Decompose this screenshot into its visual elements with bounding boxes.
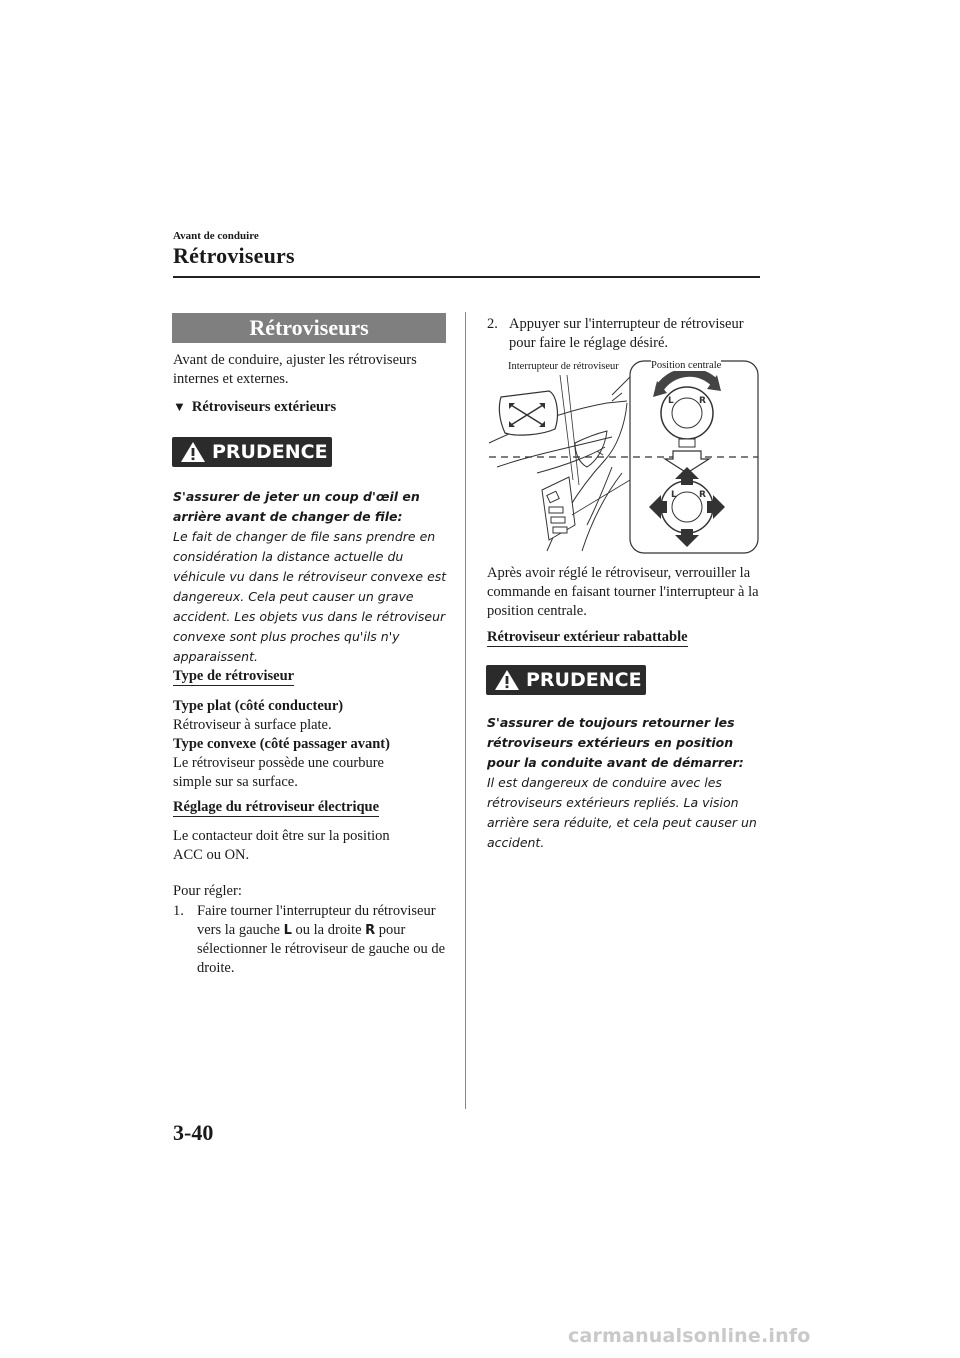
left-l-icon: L	[283, 923, 292, 938]
step-1-text-a: Faire tourner l'interrupteur du rétroviseur vers la gauche	[197, 903, 436, 938]
section-banner: Rétroviseurs	[172, 313, 446, 343]
svg-text:R: R	[699, 490, 706, 500]
step-1-text-b: ou la droite	[295, 922, 362, 938]
svg-text:L: L	[668, 396, 674, 406]
step-1	[173, 902, 458, 978]
caution-label: PRUDENCE	[212, 441, 328, 463]
fold-heading-text: Rétroviseur extérieur rabattable	[487, 629, 688, 645]
step-1-text-c: pour sélectionner le rétroviseur de gauche ou de droite.	[197, 922, 446, 976]
section-label: Avant de conduire	[173, 230, 259, 242]
step-1-number: 1.	[173, 903, 184, 919]
type-block	[173, 697, 458, 792]
column-divider	[465, 312, 466, 1109]
header-rule	[173, 276, 760, 278]
page-title: Rétroviseurs	[173, 243, 295, 268]
fold-heading	[487, 628, 688, 646]
window-switch-panel-icon	[542, 477, 575, 540]
reglage-heading	[173, 798, 379, 816]
type-plat-text: Rétroviseur à surface plate.	[173, 717, 332, 733]
caution-bold-2: S'assurer de toujours retourner les rétroviseurs extérieurs en position pour la conduite avant de démarrer:	[487, 715, 744, 770]
right-r-icon: R	[365, 923, 376, 938]
label-switch: Interrupteur de rétroviseur	[508, 361, 619, 372]
mirror-switch-illustration	[487, 355, 762, 555]
caution-body-1: Le fait de changer de file sans prendre en considération la distance actuelle du véhicule vu dans le rétroviseur convexe est dangereux. Cela peut causer un grave accident. Les objets vus dans le rétroviseur convexe sont plus proches qu'ils n'y apparaissent.	[173, 529, 447, 664]
label-center-position: Position centrale	[651, 360, 722, 371]
caution-badge-1	[172, 437, 332, 467]
svg-text:R: R	[699, 396, 706, 406]
reglage-text: Le contacteur doit être sur la position ACC ou ON.	[173, 828, 390, 863]
triangle-down-icon: ▼	[173, 399, 186, 414]
warning-triangle-icon	[494, 669, 520, 691]
intro-text: Avant de conduire, ajuster les rétroviseurs internes et externes.	[173, 352, 417, 387]
type-convexe-label: Type convexe (côté passager avant)	[173, 736, 390, 752]
type-heading	[173, 667, 294, 685]
warning-triangle-icon	[180, 441, 206, 463]
caution-label: PRUDENCE	[526, 669, 642, 691]
step-2-text: Appuyer sur l'interrupteur de rétroviseur pour faire le réglage désiré.	[509, 316, 744, 351]
mirror-switch-figure	[487, 355, 762, 555]
type-convexe-text: Le rétroviseur possède une courbure simple sur sa surface.	[173, 755, 384, 790]
reglage-heading-text: Réglage du rétroviseur électrique	[173, 799, 380, 815]
after-text: Après avoir réglé le rétroviseur, verrouiller la commande en faisant tourner l'interrupteur à la position centrale.	[487, 565, 759, 619]
caution-text-2	[487, 713, 767, 853]
subheading	[173, 399, 336, 416]
mirror-glass-icon	[499, 391, 557, 435]
page-number: 3-40	[173, 1120, 214, 1145]
caution-text-1	[173, 487, 448, 667]
pour-regler: Pour régler:	[173, 883, 242, 899]
step-2	[487, 315, 767, 353]
type-plat-label: Type plat (côté conducteur)	[173, 698, 344, 714]
caution-badge-2	[486, 665, 646, 695]
step-2-number: 2.	[487, 316, 498, 332]
caution-bold-1: S'assurer de jeter un coup d'œil en arrière avant de changer de file:	[173, 489, 420, 524]
svg-text:L: L	[671, 490, 677, 500]
subheading-text: Rétroviseurs extérieurs	[191, 399, 337, 415]
type-heading-text: Type de rétroviseur	[173, 668, 295, 684]
caution-body-2: Il est dangereux de conduire avec les rétroviseurs extérieurs repliés. La vision arrière sera réduite, et cela peut causer un accident.	[487, 775, 757, 850]
watermark: carmanualsonline.info	[568, 1325, 811, 1347]
